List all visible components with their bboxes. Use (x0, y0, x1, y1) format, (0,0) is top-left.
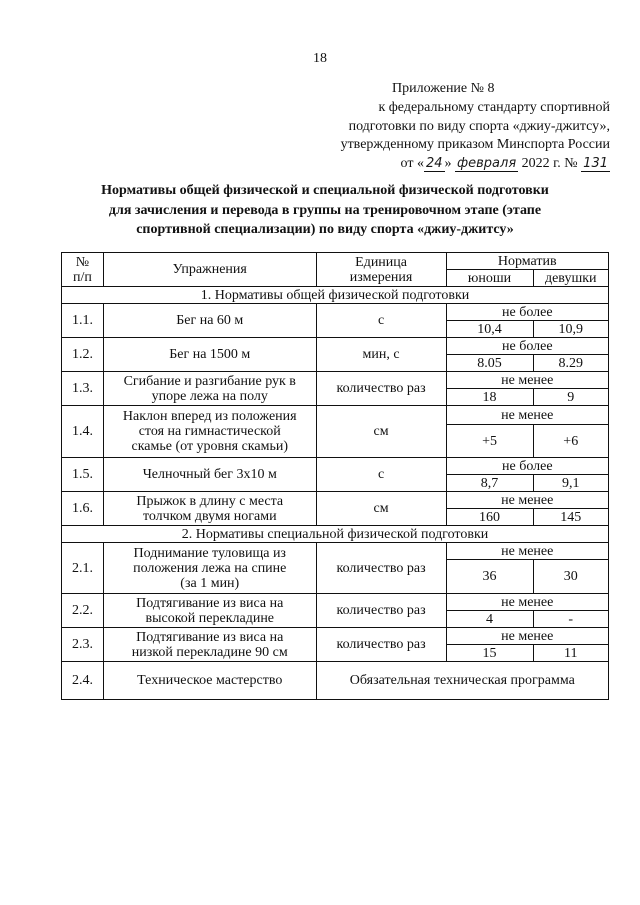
row-exercise-line-2: положения лежа на спине (133, 560, 287, 576)
row-girls: +6 (533, 425, 609, 458)
row-exercise-line-2: высокой перекладине (145, 610, 275, 626)
section-2-title: 2. Нормативы специальной физической подготовки (62, 526, 609, 543)
row-unit: количество раз (316, 543, 446, 594)
row-norm: не менее (446, 372, 608, 389)
date-mid: » (444, 156, 452, 172)
header-unit (316, 253, 446, 287)
header-num (62, 253, 104, 287)
row-exercise (103, 543, 316, 594)
row-num: 1.6. (62, 492, 104, 526)
row-num: 1.5. (62, 458, 104, 492)
document-title (70, 181, 580, 240)
row-num: 2.3. (62, 628, 104, 662)
row-boys: 4 (446, 611, 533, 628)
table-header-row (62, 253, 609, 270)
row-unit: мин, с (316, 338, 446, 372)
table-row (62, 372, 609, 389)
order-number-handwritten: 131 (583, 156, 608, 172)
row-exercise-line-2: толчком двумя ногами (142, 508, 277, 524)
page-number: 18 (313, 51, 327, 66)
row-girls: 11 (533, 645, 609, 662)
date-year: 2022 г. № (521, 156, 578, 172)
row-num: 1.2. (62, 338, 104, 372)
row-girls: - (533, 611, 609, 628)
header-num-line-1: № (75, 254, 90, 270)
row-unit: см (316, 492, 446, 526)
row-norm: не менее (446, 543, 608, 560)
row-boys: +5 (446, 425, 533, 458)
header-unit-line-2: измерения (349, 269, 413, 285)
section-row (62, 287, 609, 304)
row-unit: количество раз (316, 594, 446, 628)
date-prefix: от « (400, 156, 424, 172)
row-exercise-line-3: (за 1 мин) (180, 575, 240, 591)
table-row (62, 594, 609, 611)
row-boys: 10,4 (446, 321, 533, 338)
row-exercise (103, 372, 316, 406)
table-row (62, 662, 609, 700)
row-boys: 15 (446, 645, 533, 662)
row-boys: 36 (446, 560, 533, 594)
row-norm: не более (446, 338, 608, 355)
row-girls: 145 (533, 509, 609, 526)
row-exercise (103, 594, 316, 628)
header-unit-line-1: Единица (355, 254, 407, 270)
header-num-line-2: п/п (73, 269, 92, 285)
row-exercise-line-1: Прыжок в длину с места (136, 493, 284, 509)
row-unit: количество раз (316, 628, 446, 662)
row-exercise (103, 406, 316, 458)
row-norm: не более (446, 458, 608, 475)
row-boys: 8,7 (446, 475, 533, 492)
row-exercise-line-1: Сгибание и разгибание рук в (123, 373, 296, 389)
row-norm: не менее (446, 406, 608, 425)
row-unit: количество раз (316, 372, 446, 406)
row-exercise-line-1: Наклон вперед из положения (122, 409, 297, 424)
row-norm: не менее (446, 492, 608, 509)
row-exercise (103, 628, 316, 662)
title-line-1: Нормативы общей физической и специальной физической подготовки (101, 183, 549, 198)
standards-table (61, 252, 609, 700)
title-line-3: спортивной специализации) по виду спорта «джиу-джитсу» (136, 222, 514, 237)
row-exercise-line-2: стоя на гимнастической (138, 424, 281, 439)
table-row (62, 543, 609, 560)
header-girls: девушки (533, 270, 609, 287)
row-girls: 30 (533, 560, 609, 594)
header-exercise: Упражнения (103, 253, 316, 287)
row-boys: 160 (446, 509, 533, 526)
row-unit: с (316, 458, 446, 492)
header-line-3: утвержденному приказом Минспорта России (340, 137, 610, 153)
table-row (62, 628, 609, 645)
row-exercise (103, 492, 316, 526)
table-row (62, 492, 609, 509)
header-boys: юноши (446, 270, 533, 287)
row-exercise: Бег на 60 м (103, 304, 316, 338)
section-1-title: 1. Нормативы общей физической подготовки (62, 287, 609, 304)
table-row (62, 458, 609, 475)
row-num: 1.4. (62, 406, 104, 458)
row-program: Обязательная техническая программа (316, 662, 608, 700)
row-num: 2.4. (62, 662, 104, 700)
appendix-label: Приложение № 8 (392, 81, 495, 96)
row-norm: не более (446, 304, 608, 321)
row-unit: см (316, 406, 446, 458)
date-day-handwritten: 24 (425, 156, 443, 172)
date-month-handwritten: февраля (457, 156, 517, 172)
row-norm: не менее (446, 628, 608, 645)
table-row (62, 338, 609, 355)
row-num: 1.3. (62, 372, 104, 406)
row-girls: 8.29 (533, 355, 609, 372)
standards-table-wrapper (61, 252, 609, 700)
row-girls: 9 (533, 389, 609, 406)
row-exercise-line-1: Поднимание туловища из (133, 545, 286, 561)
row-boys: 18 (446, 389, 533, 406)
appendix-header (300, 80, 610, 174)
header-date-line (300, 155, 610, 174)
row-exercise-line-1: Подтягивание из виса на (136, 629, 284, 645)
row-exercise: Бег на 1500 м (103, 338, 316, 372)
title-line-2: для зачисления и перевода в группы на тренировочном этапе (этапе (108, 202, 542, 218)
table-row (62, 304, 609, 321)
header-line-1: к федеральному стандарту спортивной (378, 99, 610, 115)
row-boys: 8.05 (446, 355, 533, 372)
row-num: 2.2. (62, 594, 104, 628)
row-exercise-line-3: скамье (от уровня скамьи) (131, 439, 289, 454)
row-exercise-line-2: низкой перекладине 90 см (131, 644, 288, 660)
row-exercise-line-1: Подтягивание из виса на (136, 595, 284, 611)
row-girls: 9,1 (533, 475, 609, 492)
section-row (62, 526, 609, 543)
row-unit: с (316, 304, 446, 338)
row-num: 2.1. (62, 543, 104, 594)
table-row (62, 406, 609, 425)
row-exercise: Техническое мастерство (103, 662, 316, 700)
row-exercise: Челночный бег 3х10 м (103, 458, 316, 492)
row-girls: 10,9 (533, 321, 609, 338)
row-num: 1.1. (62, 304, 104, 338)
header-norm: Норматив (446, 253, 608, 270)
row-norm: не менее (446, 594, 608, 611)
row-exercise-line-2: упоре лежа на полу (151, 388, 268, 404)
header-line-2: подготовки по виду спорта «джиу-джитсу», (348, 118, 610, 134)
